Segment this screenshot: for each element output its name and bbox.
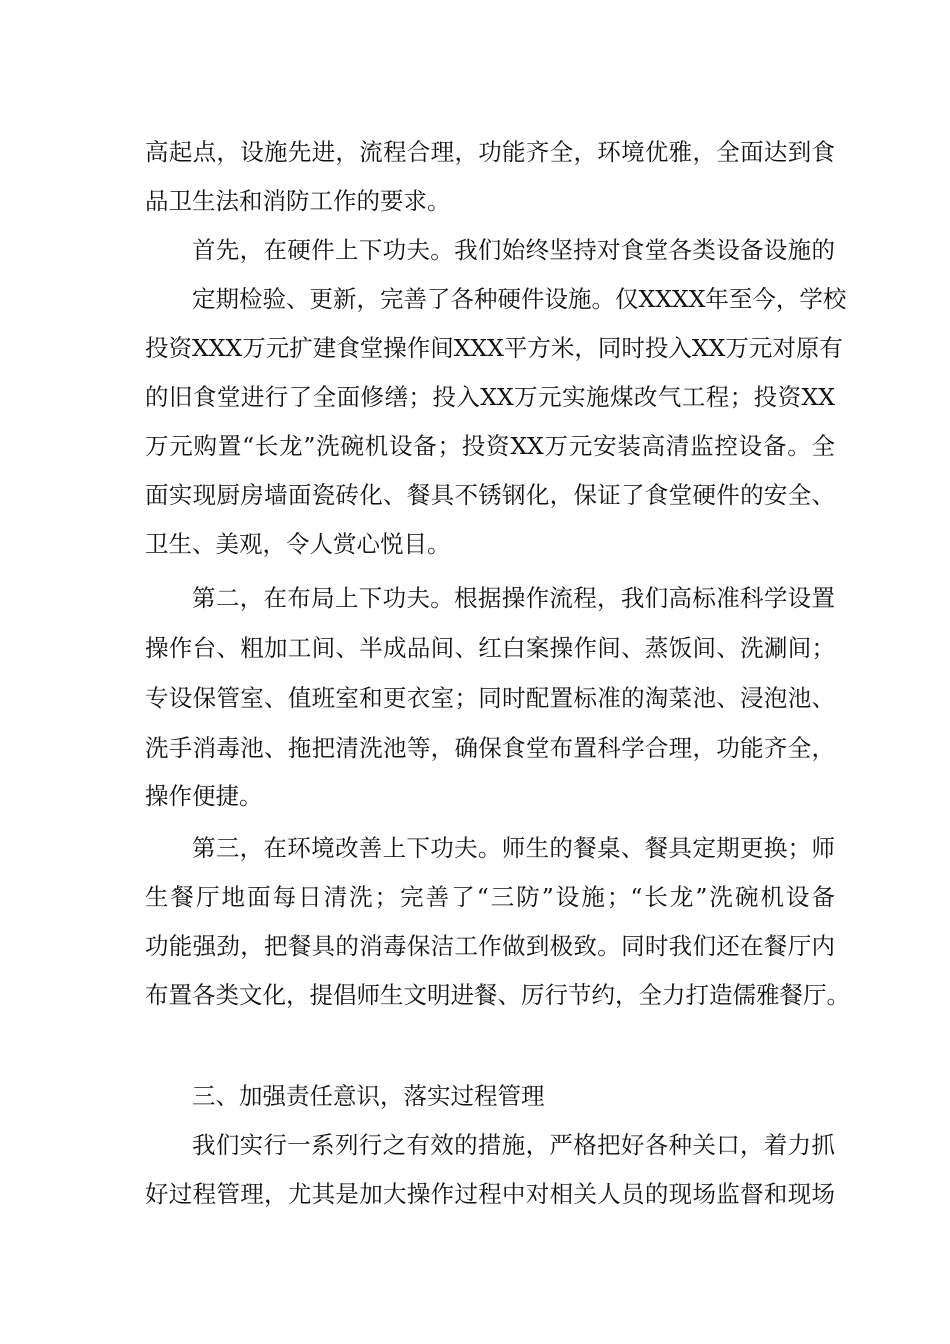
paragraph-2-line-2: 定期检验、更新，完善了各种硬件设施。仅XXXX年至今，学校 bbox=[192, 285, 847, 313]
paragraph-1-line-2: 品卫生法和消防工作的要求。 bbox=[145, 187, 451, 215]
paragraph-4-line-1: 第三，在环境改善上下功夫。师生的餐桌、餐具定期更换；师 bbox=[192, 834, 835, 862]
paragraph-2-line-4: 的旧食堂进行了全面修缮；投入XX万元实施煤改气工程；投资XX bbox=[145, 383, 835, 411]
paragraph-4-line-2: 生餐厅地面每日清洗；完善了“三防”设施；“长龙”洗碗机设备 bbox=[145, 883, 835, 911]
paragraph-5-line-1: 我们实行一系列行之有效的措施，严格把好各种关口，着力抓 bbox=[192, 1131, 835, 1159]
paragraph-5-line-2: 好过程管理，尤其是加大操作过程中对相关人员的现场监督和现场 bbox=[145, 1180, 835, 1208]
paragraph-3-line-5: 操作便捷。 bbox=[145, 782, 263, 810]
paragraph-2-line-1: 首先，在硬件上下功夫。我们始终坚持对食堂各类设备设施的 bbox=[192, 236, 835, 264]
paragraph-4-line-3: 功能强劲，把餐具的消毒保洁工作做到极致。同时我们还在餐厅内 bbox=[145, 932, 835, 960]
paragraph-3-line-3: 专设保管室、值班室和更衣室；同时配置标准的淘菜池、浸泡池、 bbox=[145, 684, 835, 712]
paragraph-2-line-6: 面实现厨房墙面瓷砖化、餐具不锈钢化，保证了食堂硬件的安全、 bbox=[145, 481, 835, 509]
paragraph-3-line-4: 洗手消毒池、拖把清洗池等，确保食堂布置科学合理，功能齐全， bbox=[145, 734, 835, 762]
paragraph-1-line-1: 高起点，设施先进，流程合理，功能齐全，环境优雅，全面达到食 bbox=[145, 138, 835, 166]
paragraph-2-line-7: 卫生、美观，令人赏心悦目。 bbox=[145, 530, 451, 558]
paragraph-3-line-1: 第二，在布局上下功夫。根据操作流程，我们高标准科学设置 bbox=[192, 584, 835, 612]
paragraph-2-line-3: 投资XXX万元扩建食堂操作间XXX平方米，同时投入XX万元对原有 bbox=[145, 334, 843, 362]
paragraph-4-line-4: 布置各类文化，提倡师生文明进餐、厉行节约，全力打造儒雅餐厅。 bbox=[145, 981, 850, 1009]
paragraph-3-line-2: 操作台、粗加工间、半成品间、红白案操作间、蒸饭间、洗涮间； bbox=[145, 634, 835, 662]
section-heading: 三、加强责任意识，落实过程管理 bbox=[192, 1082, 545, 1110]
paragraph-2-line-5: 万元购置“长龙”洗碗机设备；投资XX万元安装高清监控设备。全 bbox=[145, 432, 835, 460]
